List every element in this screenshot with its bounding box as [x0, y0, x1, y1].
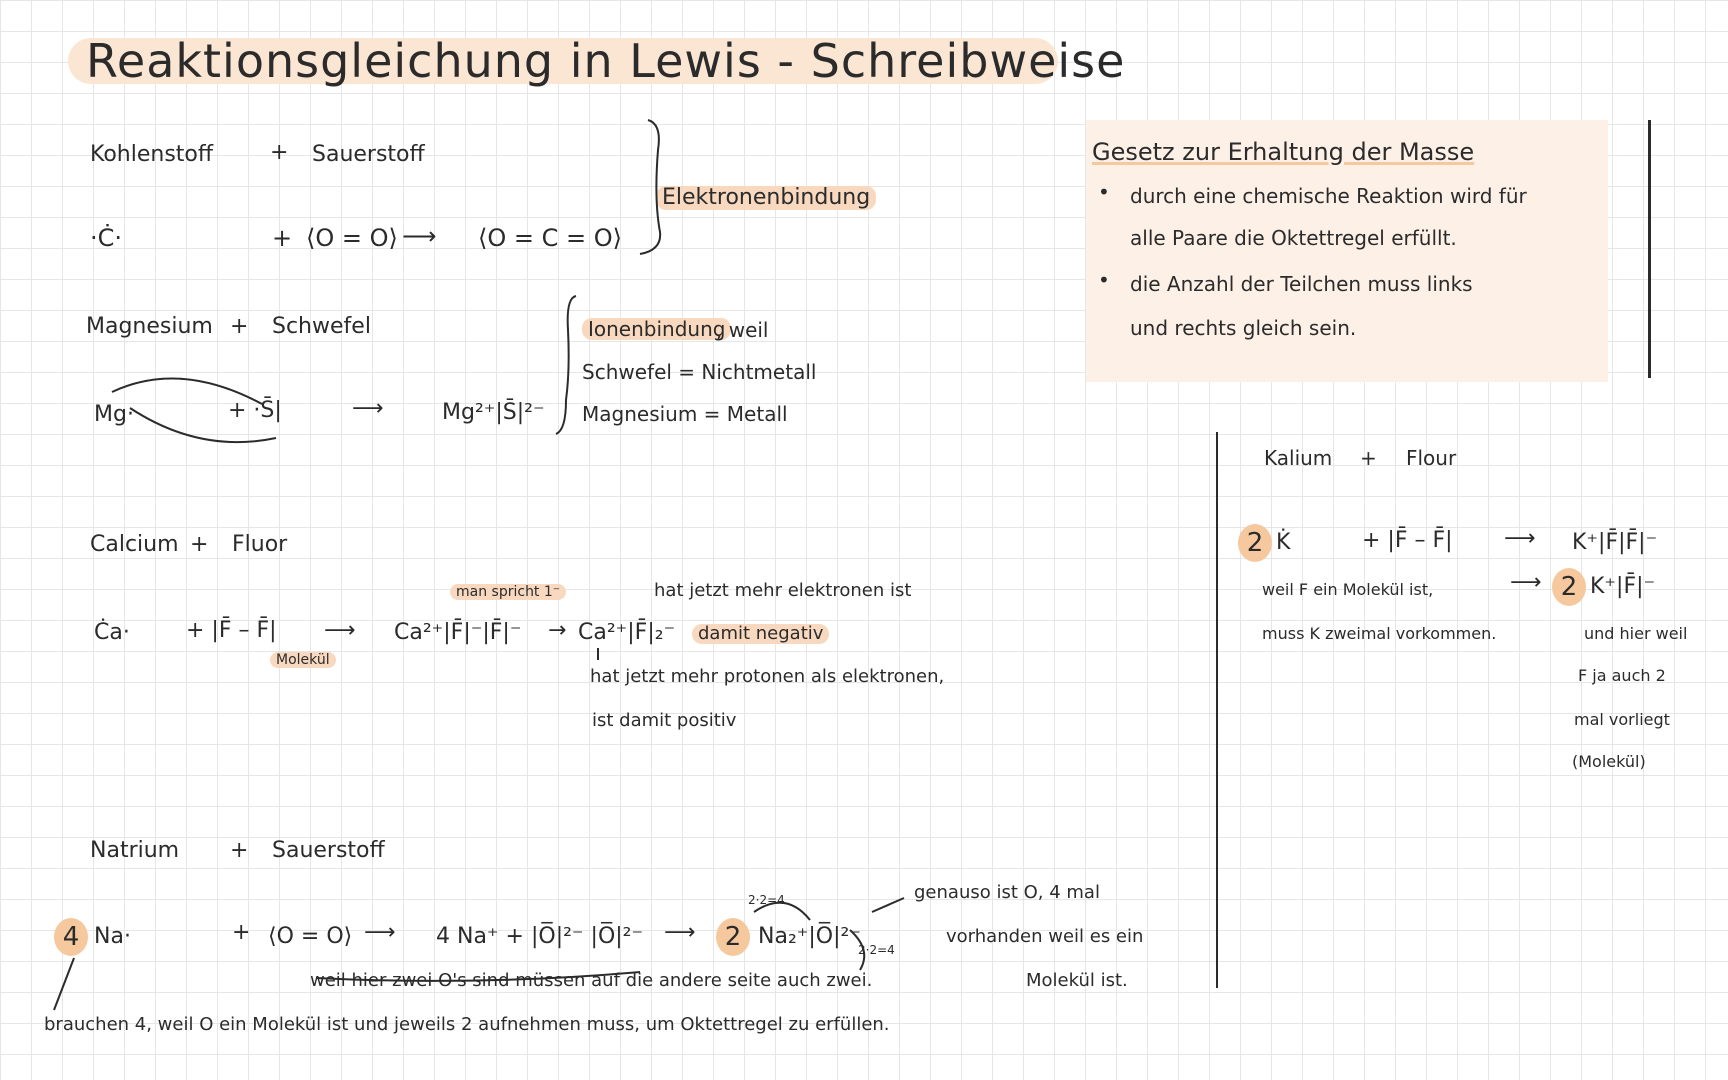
r5-left-2: muss K zweimal vorkommen.	[1262, 624, 1497, 643]
r4-plus: +	[230, 838, 249, 863]
r5-product-1: K⁺|F̄|F̄|⁻	[1572, 530, 1658, 555]
r4-arrow: ⟶	[364, 920, 396, 945]
r5-k: K̇	[1276, 530, 1291, 555]
r5-plus: +	[1360, 446, 1377, 470]
r2-plus: +	[230, 314, 249, 339]
r4-coef-4: 4	[54, 918, 88, 956]
brace-r1	[640, 120, 660, 254]
r4-calc-side: 2·2=4	[858, 943, 895, 957]
r2-mg: Mg·	[94, 402, 134, 427]
r4-side-1: genauso ist O, 4 mal	[914, 882, 1100, 903]
r5-arrow2: ⟶	[1510, 570, 1542, 595]
r5-right-4: (Molekül)	[1572, 752, 1646, 771]
law-bullet-2b: und rechts gleich sein.	[1130, 316, 1357, 340]
r4-side-2: vorhanden weil es ein	[946, 926, 1144, 947]
r4-coef-2: 2	[716, 918, 750, 956]
r4-o2: ⟨O = O⟩	[268, 924, 353, 949]
r3-arrow: ⟶	[324, 618, 356, 643]
r5-right-3: mal vorliegt	[1574, 710, 1670, 729]
r5-left-1: weil F ein Molekül ist,	[1262, 580, 1434, 599]
r1-reactant-b: Sauerstoff	[312, 142, 425, 167]
r2-note-ionic-rest: , weil	[716, 318, 769, 342]
r4-side-3: Molekül ist.	[1026, 970, 1128, 991]
r1-arrow: ⟶	[402, 222, 437, 250]
r4-na: Na·	[94, 924, 131, 949]
r4-calc-top: 2·2=4	[748, 893, 785, 907]
r4-swap-arrow	[316, 972, 640, 981]
r1-bond-label: Elektronenbindung	[656, 186, 876, 210]
law-heading: Gesetz zur Erhaltung der Masse	[1092, 138, 1475, 166]
r3-reactant-a: Calcium	[90, 532, 179, 557]
r4-reactant-a: Natrium	[90, 838, 180, 863]
r3-molekul-tag: Molekül	[270, 652, 336, 668]
r1-o2: ⟨O = O⟩	[306, 224, 398, 252]
r5-reactant-b: Flour	[1406, 446, 1457, 470]
r3-ca: Ċa·	[94, 620, 130, 645]
r4-under-note: weil hier zwei O's sind müssen auf die andere seite auch zwei.	[310, 970, 873, 991]
r1-lewis-c: ·Ċ·	[90, 224, 123, 252]
r2-product: Mg²⁺|S̄|²⁻	[442, 400, 545, 425]
r4-side-arrow	[872, 898, 904, 912]
r5-arrow: ⟶	[1504, 526, 1536, 551]
r3-f2: + |F̄ – F̄|	[186, 618, 277, 643]
law-bullet-2a: die Anzahl der Teilchen muss links	[1130, 272, 1473, 296]
r3-arrow2: →	[548, 618, 567, 643]
r3-note-3: hat jetzt mehr protonen als elektronen,	[590, 666, 945, 687]
r1-co2: ⟨O = C = O⟩	[478, 224, 622, 252]
r4-mid: 4 Na⁺ + |O̅|²⁻ |O̅|²⁻	[436, 924, 644, 949]
r5-f2: + |F̄ – F̄|	[1362, 528, 1453, 553]
mg-electron-arrow-top	[112, 379, 262, 404]
r2-arrow: ⟶	[352, 396, 384, 421]
r5-product-2: K⁺|F̄|⁻	[1590, 574, 1656, 599]
r3-note-1: hat jetzt mehr elektronen ist	[654, 580, 912, 601]
r4-product: Na₂⁺|O̅|²⁻	[758, 924, 861, 949]
page-title: Reaktionsgleichung in Lewis - Schreibweise	[86, 34, 1126, 88]
r5-right-2: F ja auch 2	[1578, 666, 1666, 685]
r2-reactant-a: Magnesium	[86, 314, 213, 339]
r2-note-3: Magnesium = Metall	[582, 402, 788, 426]
r1-plus: +	[270, 140, 289, 165]
r2-note-ionic: Ionenbindung	[582, 318, 731, 340]
r1-plus2: +	[272, 224, 293, 252]
r4-loop-side	[850, 930, 864, 970]
r3-note-4: ist damit positiv	[592, 710, 737, 731]
r5-coef-2: 2	[1552, 568, 1586, 606]
r3-man-spricht: man spricht 1⁻	[450, 584, 566, 600]
brace-r2	[556, 296, 576, 434]
r4-bottom-note: brauchen 4, weil O ein Molekül ist und jeweils 2 aufnehmen muss, um Oktettregel zu erfüllen.	[44, 1014, 890, 1035]
r2-s: + ·S̄|	[228, 398, 282, 423]
law-bullet-1a: durch eine chemische Reaktion wird für	[1130, 184, 1527, 208]
r2-reactant-b: Schwefel	[272, 314, 371, 339]
r3-mid: Ca²⁺|F̄|⁻|F̄|⁻	[394, 620, 522, 645]
r3-note-2: damit negativ	[692, 624, 829, 644]
r4-reactant-b: Sauerstoff	[272, 838, 385, 863]
r2-note-2: Schwefel = Nichtmetall	[582, 360, 817, 384]
r5-right-1: und hier weil	[1584, 624, 1688, 643]
r3-reactant-b: Fluor	[232, 532, 288, 557]
mg-electron-arrow-bottom	[130, 408, 276, 442]
law-bullet-1b: alle Paare die Oktettregel erfüllt.	[1130, 226, 1457, 250]
r3-product: Ca²⁺|F̄|₂⁻	[578, 620, 676, 645]
r5-coef: 2	[1238, 524, 1272, 562]
r4-loop-top	[754, 903, 810, 920]
r1-reactant-a: Kohlenstoff	[90, 142, 214, 167]
r3-plus: +	[190, 532, 209, 557]
r4-plus2: +	[232, 920, 251, 945]
bullet-dot: •	[1098, 180, 1110, 204]
r4-up-arrow	[54, 958, 74, 1010]
r4-arrow2: ⟶	[664, 920, 696, 945]
r5-reactant-a: Kalium	[1264, 446, 1333, 470]
bullet-dot: •	[1098, 268, 1110, 292]
